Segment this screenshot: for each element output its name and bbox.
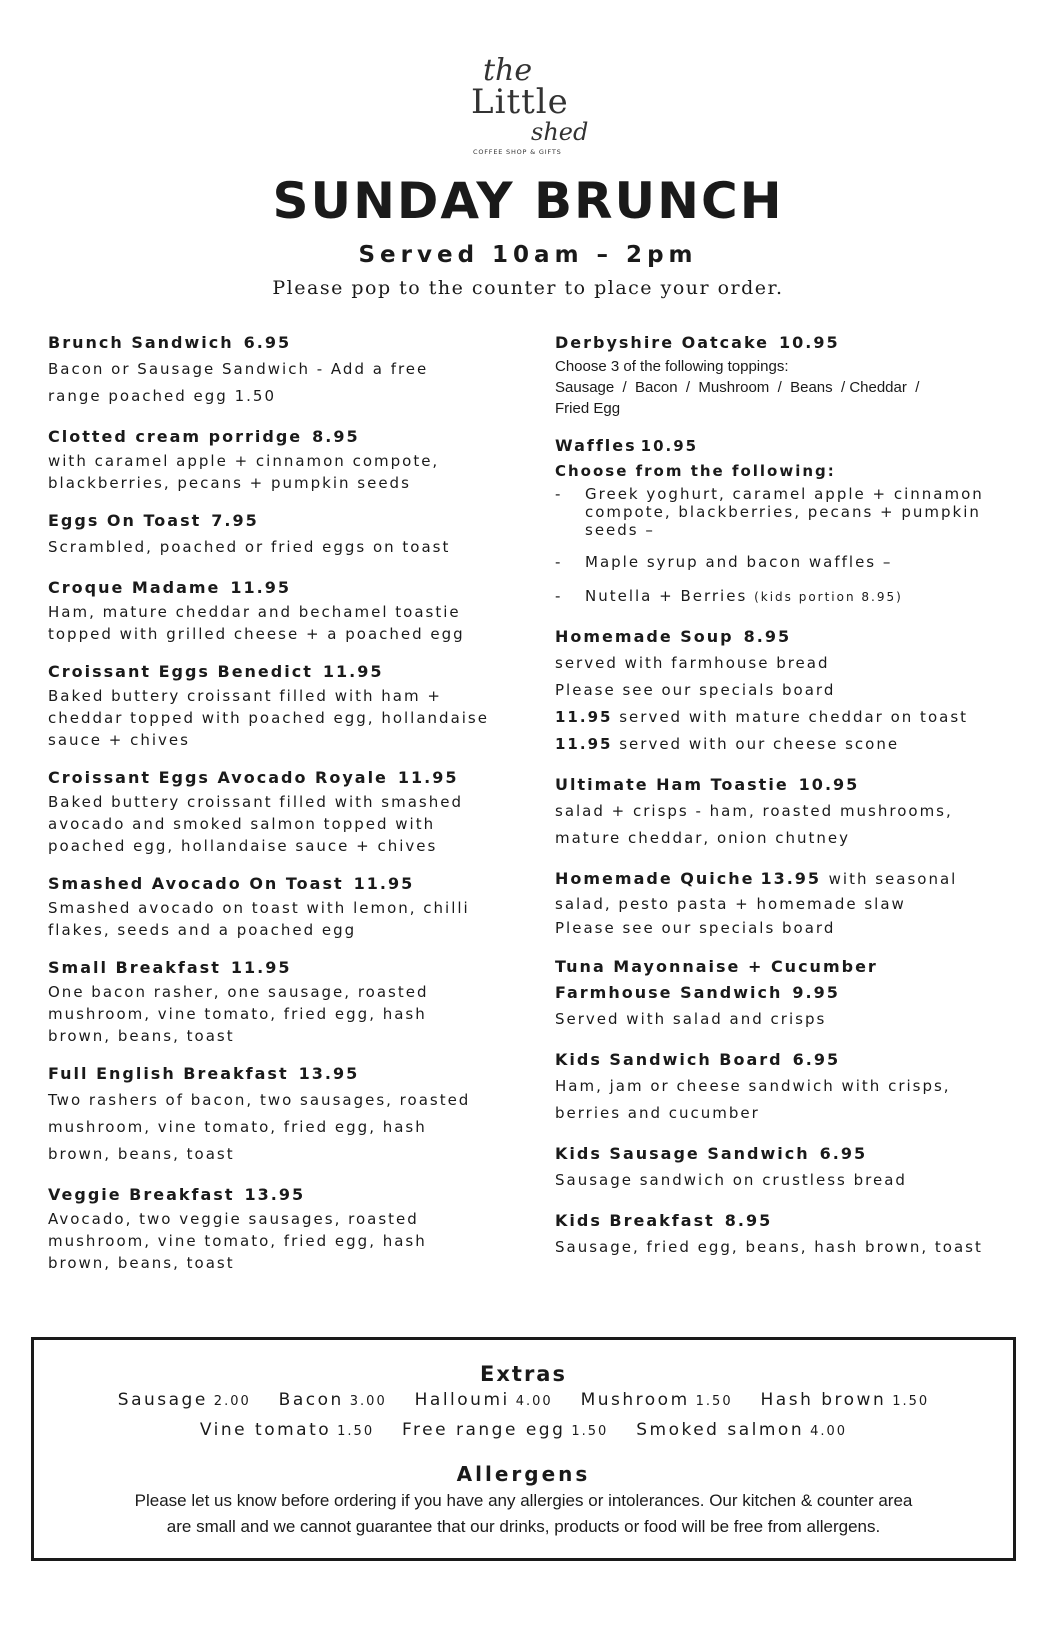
item-description: Please see our specials board [555,919,836,937]
extra-item [636,1420,847,1440]
menu-item [48,955,508,1047]
list-item [555,553,1025,571]
item-price: 9.95 [792,983,840,1002]
extra-name: Hash brown [760,1390,887,1410]
extra-price: 1.50 [892,1394,930,1409]
item-description: Avocado, two veggie sausages, roasted [48,1210,419,1228]
extra-name: Halloumi [414,1390,510,1410]
order-notice: Please pop to the counter to place your order. [272,277,784,299]
extra-name: Smoked salmon [636,1420,805,1440]
item-price: 8.95 [312,427,360,446]
item-price: 10.95 [640,437,699,455]
item-price: 6.95 [819,1144,868,1163]
item-name: Croissant Eggs Benedict [48,662,313,681]
allergens-line: are small and we cannot guarantee that our drinks, products or food will be free from allergens. [166,1517,881,1536]
item-description: Choose 3 of the following toppings: [555,358,789,375]
menu-item [48,508,508,561]
item-inline-description: with seasonal [828,870,958,888]
item-description: topped with grilled cheese + a poached egg [48,625,465,643]
item-description: Sausage, fried egg, beans, hash brown, toast [555,1238,983,1256]
item-description: Served with salad and crisps [555,1010,827,1028]
soup-variant [555,731,1025,758]
menu-item [48,575,508,645]
serving-hours: Served 10am – 2pm [358,242,698,268]
menu-item-tuna [555,954,1025,1033]
bullet-dash: - [555,587,563,605]
menu-item-kids-sausage [555,1141,1025,1194]
option-text: Maple syrup and bacon waffles – [585,553,893,571]
extra-price: 3.00 [349,1394,387,1409]
item-price: 8.95 [743,627,792,646]
logo [0,48,1056,160]
logo-script-top: the [483,53,533,88]
variant-price: 11.95 [555,708,613,726]
item-description: Bacon or Sausage Sandwich - Add a free [48,360,429,378]
menu-item-ham-toastie [555,772,1025,852]
menu-item-soup [555,624,1025,758]
item-price: 8.95 [724,1211,773,1230]
item-description: Ham, jam or cheese sandwich with crisps, [555,1077,951,1095]
extra-item [118,1390,251,1410]
item-name: Veggie Breakfast [48,1185,235,1204]
allergens-title: Allergens [456,1462,591,1486]
logo-main: Little [471,82,569,122]
item-description: cheddar topped with poached egg, hollandaise [48,709,489,727]
item-description: Ham, mature cheddar and bechamel toastie [48,603,461,621]
item-price: 11.95 [322,662,384,681]
allergens-line: Please let us know before ordering if you have any allergies or intolerances. Our kitchen & counter area [134,1491,913,1510]
variant-price: 11.95 [555,735,613,753]
item-name: Kids Breakfast [555,1211,715,1230]
item-description: sauce + chives [48,731,190,749]
variant-text: served with mature cheddar on toast [619,708,969,726]
list-item [555,485,1025,539]
item-description: served with farmhouse bread [555,654,830,672]
logo-tagline: COFFEE SHOP & GIFTS [473,148,562,156]
item-description: Fried Egg [555,400,621,417]
item-description: brown, beans, toast [48,1254,235,1272]
option-note: (kids portion 8.95) [754,590,903,604]
item-name: Ultimate Ham Toastie [555,775,789,794]
extra-name: Free range egg [402,1420,566,1440]
extra-item [402,1420,608,1440]
menu-item [48,659,508,751]
extra-name: Sausage [117,1390,208,1410]
menu-item-waffles [555,433,1025,606]
extra-price: 1.50 [337,1424,375,1439]
item-name: Kids Sausage Sandwich [555,1144,810,1163]
extra-name: Bacon [278,1390,344,1410]
item-price: 6.95 [792,1050,841,1069]
item-name: Full English Breakfast [48,1064,289,1083]
item-name: Homemade Quiche [555,869,755,888]
menu-item [48,765,508,857]
item-description: flakes, seeds and a poached egg [48,921,357,939]
item-price: 13.95 [760,869,822,888]
extra-item [761,1390,930,1410]
item-name: Tuna Mayonnaise + Cucumber [555,957,878,976]
item-description: salad + crisps - ham, roasted mushrooms, [555,802,953,820]
extra-price: 1.50 [695,1394,733,1409]
item-description: mushroom, vine tomato, fried egg, hash [48,1118,427,1136]
extras-allergens-box [31,1337,1016,1561]
item-description: Please see our specials board [555,681,836,699]
extra-item [415,1390,553,1410]
menu-item-oatcake [555,330,1025,419]
item-description: mature cheddar, onion chutney [555,829,851,847]
extras-title: Extras [480,1362,567,1386]
item-name: Smashed Avocado On Toast [48,874,344,893]
item-name: Croissant Eggs Avocado Royale [48,768,388,787]
menu-item-kids-breakfast [555,1208,1025,1261]
menu-item-quiche [555,866,1025,940]
menu-item [48,330,508,410]
item-description: avocado and smoked salmon topped with [48,815,436,833]
extra-name: Mushroom [580,1390,690,1410]
item-description: blackberries, pecans + pumpkin seeds [48,474,411,492]
item-description: poached egg, hollandaise sauce + chives [48,837,438,855]
item-description: One bacon rasher, one sausage, roasted [48,983,429,1001]
extra-item [200,1420,374,1440]
item-name: Clotted cream porridge [48,427,303,446]
item-description: mushroom, vine tomato, fried egg, hash [48,1005,427,1023]
variant-text: served with our cheese scone [619,735,900,753]
item-name: Croque Madame [48,578,221,597]
item-price: 11.95 [230,958,292,977]
item-description: brown, beans, toast [48,1027,235,1045]
item-description: Sausage sandwich on crustless bread [555,1171,907,1189]
item-price: 6.95 [243,333,292,352]
soup-variant [555,704,1025,731]
page-title: SUNDAY BRUNCH [272,172,784,230]
item-description: Sausage / Bacon / Mushroom / Beans / Cheddar / [555,379,920,396]
item-price: 13.95 [244,1185,306,1204]
list-item [555,587,1025,606]
extra-item [279,1390,387,1410]
bullet-dash: - [555,553,563,571]
item-description: Smashed avocado on toast with lemon, chilli [48,899,470,917]
extra-price: 2.00 [213,1394,251,1409]
item-description: Baked buttery croissant filled with ham + [48,687,442,705]
item-price: 11.95 [353,874,415,893]
item-description: with caramel apple + cinnamon compote, [48,452,440,470]
item-name: Waffles [555,436,637,455]
item-description: Two rashers of bacon, two sausages, roasted [48,1091,471,1109]
option-text: Nutella + Berries [585,587,748,605]
item-description: salad, pesto pasta + homemade slaw [555,895,906,913]
logo-script-bottom: shed [531,118,589,146]
item-description: range poached egg 1.50 [48,387,276,405]
item-name: Homemade Soup [555,627,734,646]
extra-price: 1.50 [571,1424,609,1439]
bullet-dash: - [555,485,563,503]
item-description: Scrambled, poached or fried eggs on toast [48,538,451,556]
item-description: brown, beans, toast [48,1145,235,1163]
item-description: mushroom, vine tomato, fried egg, hash [48,1232,427,1250]
item-name: Brunch Sandwich [48,333,234,352]
choose-label: Choose from the following: [555,462,836,480]
item-name: Farmhouse Sandwich [555,983,783,1002]
item-name: Kids Sandwich Board [555,1050,783,1069]
extras-row [34,1416,1013,1446]
menu-item [48,1182,508,1274]
item-name: Eggs On Toast [48,511,202,530]
allergens-text [34,1486,1013,1540]
item-price: 13.95 [298,1064,360,1083]
item-price: 10.95 [798,775,860,794]
left-menu-column [48,330,508,1288]
right-menu-column [555,330,1025,1275]
item-price: 11.95 [397,768,459,787]
item-price: 10.95 [779,333,840,352]
menu-item [48,871,508,941]
item-description: berries and cucumber [555,1104,760,1122]
item-name: Small Breakfast [48,958,221,977]
extra-price: 4.00 [515,1394,553,1409]
option-text: Greek yoghurt, caramel apple + cinnamon compote, blackberries, pecans + pumpkin seeds – [585,485,984,539]
extra-item [581,1390,733,1410]
menu-item [48,1061,508,1168]
extra-price: 4.00 [810,1424,848,1439]
item-price: 7.95 [211,511,259,530]
extras-row [34,1386,1013,1416]
extra-name: Vine tomato [199,1420,332,1440]
item-description: Baked buttery croissant filled with smashed [48,793,463,811]
item-name: Derbyshire Oatcake [555,333,770,352]
menu-item [48,424,508,494]
menu-item-kids-board [555,1047,1025,1127]
item-price: 11.95 [230,578,291,597]
